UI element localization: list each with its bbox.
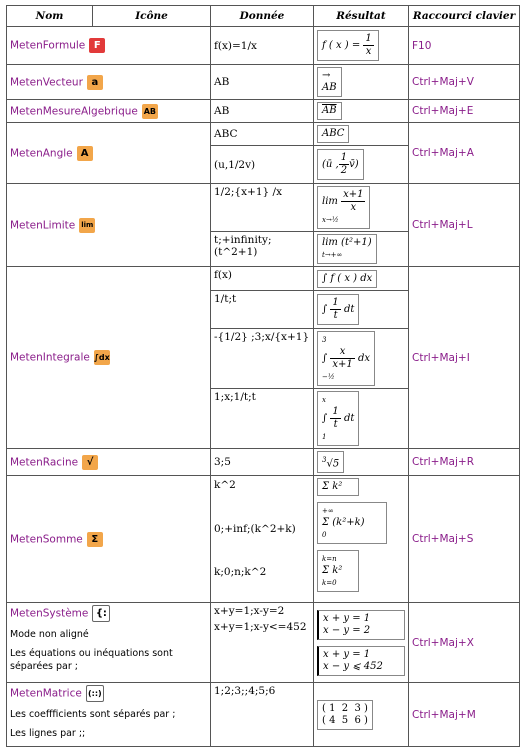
result-limit-inf: lim (t²+1) t→+∞: [317, 234, 377, 264]
shortcut-cell: Ctrl+Maj+E: [409, 100, 520, 123]
data-cell: t;+infinity;(t^2+1): [211, 232, 314, 267]
shortcut-cell: Ctrl+Maj+X: [409, 603, 520, 683]
matrix-icon: (::): [86, 685, 104, 702]
shortcut-cell: Ctrl+Maj+I: [409, 267, 520, 449]
data-cell: 1/t;t: [211, 291, 314, 329]
result-angle: ABC: [317, 125, 349, 143]
shortcut-cell: Ctrl+Maj+V: [409, 65, 520, 100]
data-cell: AB: [211, 100, 314, 123]
table-row: [7, 603, 520, 683]
result-cell: [314, 146, 409, 184]
command-name: MetenLimite: [10, 219, 76, 231]
name-cell: [7, 476, 211, 603]
command-name: MetenFormule: [10, 39, 86, 52]
sum-icon: Σ: [87, 532, 103, 547]
result-cell: [314, 329, 409, 389]
table-row: [7, 683, 520, 747]
header-row: [7, 6, 520, 27]
system-data-1: x+y=1;x-y=2: [214, 605, 285, 618]
result-cell: [314, 449, 409, 476]
result-cell: [314, 184, 409, 232]
data-cell: -{1/2} ;3;x/{x+1}: [211, 329, 314, 389]
root-icon: √: [82, 455, 98, 470]
table-row: [7, 65, 520, 100]
shortcut-cell: Ctrl+Maj+L: [409, 184, 520, 267]
result-sum-2: +∞ Σ (k²+k) 0: [317, 502, 387, 544]
header-raccourci: Raccourci clavier: [409, 6, 520, 27]
measure-icon: AB: [142, 104, 158, 119]
name-cell: [7, 449, 211, 476]
command-name: MetenSomme: [10, 533, 83, 546]
system-note-2: Les équations ou inéquations sont séparées par ;: [10, 648, 173, 673]
name-cell: [7, 184, 211, 267]
command-name: MetenVecteur: [10, 76, 83, 88]
table-row: [7, 123, 520, 146]
shortcut-table: [6, 5, 520, 747]
limit-icon: lim: [79, 218, 95, 233]
system-data-2: x+y=1;x-y<=452: [214, 621, 307, 634]
command-name: MetenMatrice: [10, 687, 82, 700]
command-name: MetenMesureAlgebrique: [10, 105, 138, 117]
command-name: MetenRacine: [10, 456, 79, 469]
result-angle-vec: (ū , $\frac{1}{2}$ v̄): [317, 149, 364, 180]
result-integral-x: x ∫ $\frac{1}{t}$ dt 1: [317, 391, 359, 446]
sum-data-3: k;0;n;k^2: [214, 566, 267, 579]
result-cell: [314, 123, 409, 146]
result-cell: [314, 267, 409, 291]
table-row: [7, 100, 520, 123]
name-cell: [7, 603, 211, 683]
command-name: MetenSystème: [10, 607, 89, 620]
matrix-note-2: Les lignes par ;;: [10, 728, 86, 740]
data-cell: AB: [211, 65, 314, 100]
sum-data-1: k^2: [214, 479, 236, 492]
header-nom: Nom: [7, 6, 93, 27]
result-cell: [314, 65, 409, 100]
result-cell: [314, 476, 409, 603]
result-cell: [314, 100, 409, 123]
name-cell: [7, 123, 211, 184]
data-cell: 1;x;1/t;t: [211, 389, 314, 449]
table-row: [7, 27, 520, 65]
result-cell: [314, 291, 409, 329]
result-cell: [314, 603, 409, 683]
header-icone: Icône: [93, 6, 211, 27]
vector-icon: a: [87, 75, 103, 90]
matrix-note-1: Les coeffficients sont séparés par ;: [10, 709, 176, 721]
data-cell: 3;5: [211, 449, 314, 476]
result-limit: lim $\frac{x+1}{x}$ x→½: [317, 186, 370, 229]
header-donnee: Donnée: [211, 6, 314, 27]
result-integral-t: ∫ $\frac{1}{t}$ dt: [317, 294, 359, 325]
data-cell: 1;2;3;;4;5;6: [211, 683, 314, 747]
data-cell: f(x)=1/x: [211, 27, 314, 65]
command-name: MetenAngle: [10, 147, 73, 159]
name-cell: [7, 267, 211, 449]
table-row: [7, 184, 520, 232]
command-name: MetenIntegrale: [10, 351, 90, 364]
result-integral: ∫ f ( x ) dx: [317, 270, 377, 288]
shortcut-cell: Ctrl+Maj+S: [409, 476, 520, 603]
shortcut-cell: Ctrl+Maj+A: [409, 123, 520, 184]
system-note-1: Mode non aligné: [10, 629, 89, 641]
result-cell: [314, 389, 409, 449]
result-integral-def: 3 ∫ $\frac{x}{x+1}$ dx −½: [317, 331, 375, 386]
header-resultat: Résultat: [314, 6, 409, 27]
system-icon: {:: [92, 605, 110, 622]
sum-data-2: 0;+inf;(k^2+k): [214, 522, 296, 535]
result-cell: [314, 683, 409, 747]
data-cell: 1/2;{x+1} /x: [211, 184, 314, 232]
formula-icon: F: [89, 38, 105, 53]
shortcut-cell: Ctrl+Maj+M: [409, 683, 520, 747]
name-cell: [7, 100, 211, 123]
data-cell: ABC: [211, 123, 314, 146]
result-system-1: x + y = 1 x − y = 2: [317, 610, 405, 640]
result-formula: f ( x ) = $\frac{1}{x}$: [317, 30, 379, 61]
data-cell: f(x): [211, 267, 314, 291]
result-matrix: ( 1 2 3 ) ( 4 5 6 ): [317, 700, 373, 730]
angle-icon: A: [77, 146, 93, 161]
result-root: $^3$√5: [317, 451, 344, 473]
shortcut-cell: Ctrl+Maj+R: [409, 449, 520, 476]
data-cell: [211, 476, 314, 603]
result-cell: [314, 27, 409, 65]
result-sum-3: k=n Σ k² k=0: [317, 550, 359, 592]
name-cell: [7, 27, 211, 65]
integral-icon: ∫dx: [94, 350, 110, 365]
data-cell: (u,1/2v): [211, 146, 314, 184]
result-vector: → AB: [317, 67, 342, 97]
table-row: [7, 476, 520, 603]
shortcut-cell: F10: [409, 27, 520, 65]
table-row: [7, 449, 520, 476]
result-measure: $\overline{AB}$: [317, 102, 342, 120]
result-sum-1: Σ k²: [317, 478, 359, 496]
result-system-2: x + y = 1 x − y ⩽ 452: [317, 646, 405, 676]
name-cell: [7, 65, 211, 100]
table-row: [7, 267, 520, 291]
result-cell: [314, 232, 409, 267]
name-cell: [7, 683, 211, 747]
data-cell: [211, 603, 314, 683]
